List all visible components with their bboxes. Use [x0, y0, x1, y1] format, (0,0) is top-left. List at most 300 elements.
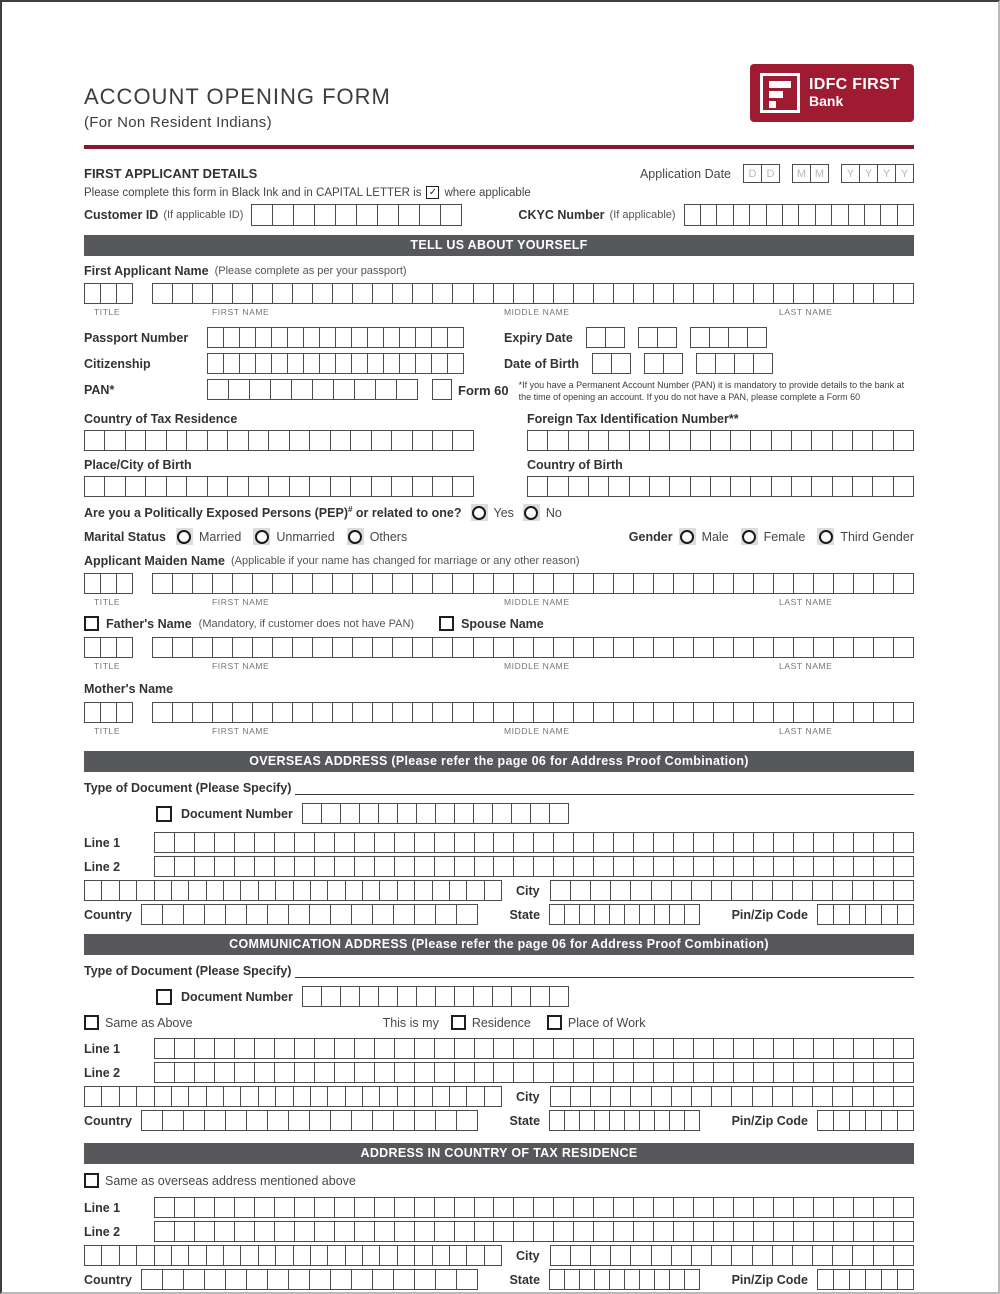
communication-country-boxes[interactable]	[141, 1110, 478, 1131]
box-cell[interactable]	[733, 832, 754, 853]
box-cell[interactable]	[412, 702, 433, 723]
box-cell[interactable]	[473, 986, 493, 1007]
box-cell[interactable]	[432, 476, 453, 497]
box-cell[interactable]	[484, 880, 502, 901]
spouse-name-checkbox[interactable]	[439, 616, 454, 631]
box-cell[interactable]	[533, 856, 554, 877]
box-cell[interactable]	[449, 880, 467, 901]
box-cell[interactable]	[731, 880, 752, 901]
box-cell[interactable]	[513, 1038, 534, 1059]
box-cell[interactable]	[362, 1086, 380, 1107]
box-cell[interactable]	[633, 1221, 654, 1242]
box-cell[interactable]	[793, 856, 814, 877]
box-cell[interactable]	[367, 353, 384, 374]
box-cell[interactable]	[493, 573, 514, 594]
box-cell[interactable]	[817, 1269, 834, 1290]
box-cell[interactable]	[853, 1062, 874, 1083]
box-cell[interactable]	[549, 803, 569, 824]
box-cell[interactable]	[734, 353, 754, 374]
box-cell[interactable]	[174, 832, 195, 853]
box-cell[interactable]	[570, 1086, 591, 1107]
box-cell[interactable]	[773, 1197, 794, 1218]
box-cell[interactable]	[473, 573, 494, 594]
form60-checkbox[interactable]	[432, 379, 452, 400]
overseas-line3-boxes[interactable]	[84, 880, 502, 901]
box-cell[interactable]	[730, 476, 751, 497]
box-cell[interactable]	[434, 1221, 455, 1242]
box-cell[interactable]	[893, 637, 914, 658]
box-cell[interactable]	[104, 430, 125, 451]
box-cell[interactable]	[246, 1110, 268, 1131]
box-cell[interactable]	[798, 204, 815, 226]
box-cell[interactable]	[321, 803, 341, 824]
box-cell[interactable]	[792, 1245, 813, 1266]
box-cell[interactable]	[272, 637, 293, 658]
box-cell[interactable]	[880, 204, 897, 226]
box-cell[interactable]	[270, 379, 292, 400]
box-cell[interactable]	[792, 1086, 813, 1107]
customer-id-boxes[interactable]	[251, 204, 462, 226]
box-cell[interactable]	[440, 204, 462, 226]
box-cell[interactable]	[493, 1197, 514, 1218]
box-cell[interactable]	[633, 1197, 654, 1218]
box-cell[interactable]	[248, 430, 269, 451]
box-cell[interactable]	[186, 430, 207, 451]
title-boxes[interactable]	[84, 283, 133, 304]
box-cell[interactable]	[172, 637, 193, 658]
box-cell[interactable]	[564, 1269, 580, 1290]
box-cell[interactable]	[141, 1269, 163, 1290]
box-cell[interactable]	[171, 1086, 189, 1107]
box-cell[interactable]	[206, 880, 224, 901]
box-cell[interactable]	[811, 476, 832, 497]
box-cell[interactable]	[194, 1197, 215, 1218]
box-cell[interactable]	[435, 986, 455, 1007]
box-cell[interactable]	[452, 476, 473, 497]
box-cell[interactable]	[673, 283, 694, 304]
box-cell[interactable]	[772, 1245, 793, 1266]
box-cell[interactable]	[345, 880, 363, 901]
box-cell[interactable]	[452, 430, 473, 451]
box-cell[interactable]	[568, 476, 589, 497]
box-cell[interactable]	[116, 702, 133, 723]
marital-unmarried-radio[interactable]	[253, 528, 334, 545]
box-cell[interactable]	[533, 1197, 554, 1218]
box-cell[interactable]	[254, 1197, 275, 1218]
box-cell[interactable]	[693, 702, 714, 723]
box-cell[interactable]	[733, 1221, 754, 1242]
box-cell[interactable]	[513, 832, 534, 853]
place-city-of-birth-boxes[interactable]	[84, 476, 474, 497]
dob-year-boxes[interactable]	[696, 353, 773, 374]
box-cell[interactable]	[651, 880, 672, 901]
box-cell[interactable]	[849, 904, 866, 925]
box-cell[interactable]	[651, 1086, 672, 1107]
box-cell[interactable]	[710, 430, 731, 451]
box-cell[interactable]	[513, 283, 534, 304]
box-cell[interactable]	[267, 904, 289, 925]
box-cell[interactable]	[393, 1269, 415, 1290]
box-cell[interactable]	[833, 573, 854, 594]
box-cell[interactable]	[354, 1197, 375, 1218]
box-cell[interactable]	[669, 476, 690, 497]
gender-third-radio[interactable]	[817, 528, 914, 545]
box-cell[interactable]	[613, 1038, 634, 1059]
box-cell[interactable]	[690, 430, 711, 451]
box-cell[interactable]	[432, 379, 452, 400]
box-cell[interactable]	[639, 1269, 655, 1290]
box-cell[interactable]	[766, 204, 783, 226]
title-boxes[interactable]	[84, 573, 133, 594]
box-cell[interactable]	[354, 1062, 375, 1083]
box-cell[interactable]	[573, 1038, 594, 1059]
box-cell[interactable]	[691, 880, 712, 901]
box-cell[interactable]	[893, 573, 914, 594]
box-cell[interactable]	[415, 327, 432, 348]
box-cell[interactable]	[435, 1269, 457, 1290]
box-cell[interactable]	[136, 880, 154, 901]
box-cell[interactable]	[710, 476, 731, 497]
box-cell[interactable]	[207, 327, 224, 348]
box-cell[interactable]	[893, 1038, 914, 1059]
box-cell[interactable]	[172, 573, 193, 594]
box-cell[interactable]	[116, 283, 133, 304]
box-cell[interactable]	[466, 1086, 484, 1107]
box-cell[interactable]	[893, 1221, 914, 1242]
box-cell[interactable]	[588, 476, 609, 497]
box-cell[interactable]	[154, 1245, 172, 1266]
box-cell[interactable]	[873, 573, 894, 594]
box-cell[interactable]	[624, 1269, 640, 1290]
box-cell[interactable]	[294, 1197, 315, 1218]
box-cell[interactable]	[654, 904, 670, 925]
box-cell[interactable]	[194, 1221, 215, 1242]
box-cell[interactable]	[590, 1245, 611, 1266]
box-cell[interactable]	[832, 476, 853, 497]
box-cell[interactable]	[673, 1062, 694, 1083]
box-cell[interactable]	[897, 904, 914, 925]
box-cell[interactable]	[613, 832, 634, 853]
box-cell[interactable]	[653, 702, 674, 723]
box-cell[interactable]	[391, 430, 412, 451]
box-cell[interactable]	[214, 1221, 235, 1242]
box-cell[interactable]	[314, 1221, 335, 1242]
box-cell[interactable]	[849, 1110, 866, 1131]
box-cell[interactable]	[753, 1038, 774, 1059]
box-cell[interactable]	[831, 204, 848, 226]
communication-document-checkbox[interactable]	[156, 989, 172, 1005]
box-cell[interactable]	[813, 832, 834, 853]
box-cell[interactable]	[84, 702, 101, 723]
box-cell[interactable]	[435, 1110, 457, 1131]
box-cell[interactable]	[811, 430, 832, 451]
box-cell[interactable]	[573, 283, 594, 304]
box-cell[interactable]	[852, 880, 873, 901]
box-cell[interactable]	[817, 1110, 834, 1131]
box-cell[interactable]	[833, 856, 854, 877]
box-cell[interactable]	[310, 1086, 328, 1107]
communication-line1-boxes[interactable]	[154, 1038, 914, 1059]
box-cell[interactable]	[274, 832, 295, 853]
box-cell[interactable]	[434, 1062, 455, 1083]
box-cell[interactable]	[412, 430, 433, 451]
box-cell[interactable]	[379, 880, 397, 901]
box-cell[interactable]	[275, 880, 293, 901]
box-cell[interactable]	[377, 204, 399, 226]
box-cell[interactable]	[274, 856, 295, 877]
taxres-line1-boxes[interactable]	[154, 1197, 914, 1218]
box-cell[interactable]	[549, 986, 569, 1007]
box-cell[interactable]	[415, 353, 432, 374]
box-cell[interactable]	[432, 573, 453, 594]
box-cell[interactable]	[272, 573, 293, 594]
box-cell[interactable]	[119, 1086, 137, 1107]
box-cell[interactable]	[613, 1197, 634, 1218]
box-cell[interactable]	[533, 637, 554, 658]
foreign-tin-boxes[interactable]	[527, 430, 914, 451]
box-cell[interactable]	[435, 803, 455, 824]
box-cell[interactable]	[550, 1245, 571, 1266]
box-cell[interactable]	[372, 904, 394, 925]
box-cell[interactable]	[234, 1197, 255, 1218]
box-cell[interactable]	[893, 1197, 914, 1218]
box-cell[interactable]	[272, 283, 293, 304]
box-cell[interactable]	[397, 880, 415, 901]
box-cell[interactable]	[553, 702, 574, 723]
box-cell[interactable]	[728, 327, 748, 348]
box-cell[interactable]	[608, 476, 629, 497]
box-cell[interactable]	[753, 1221, 774, 1242]
box-cell[interactable]	[633, 702, 654, 723]
box-cell[interactable]	[302, 986, 322, 1007]
box-cell[interactable]	[853, 637, 874, 658]
name-boxes[interactable]	[152, 283, 914, 304]
box-cell[interactable]	[527, 476, 548, 497]
box-cell[interactable]	[573, 1062, 594, 1083]
box-cell[interactable]	[327, 880, 345, 901]
box-cell[interactable]	[334, 1038, 355, 1059]
box-cell[interactable]	[330, 1110, 352, 1131]
box-cell[interactable]	[530, 803, 550, 824]
box-cell[interactable]	[493, 702, 514, 723]
box-cell[interactable]	[881, 1269, 898, 1290]
box-cell[interactable]	[252, 283, 273, 304]
box-cell[interactable]	[447, 353, 464, 374]
communication-state-boxes[interactable]	[549, 1110, 700, 1131]
box-cell[interactable]	[513, 856, 534, 877]
box-cell[interactable]	[833, 1110, 850, 1131]
box-cell[interactable]	[345, 1086, 363, 1107]
box-cell[interactable]	[214, 832, 235, 853]
box-cell[interactable]	[354, 1221, 375, 1242]
box-cell[interactable]	[454, 803, 474, 824]
box-cell[interactable]	[354, 832, 375, 853]
box-cell[interactable]	[394, 832, 415, 853]
box-cell[interactable]	[564, 904, 580, 925]
box-cell[interactable]	[897, 204, 914, 226]
box-cell[interactable]	[312, 379, 334, 400]
box-cell[interactable]	[613, 637, 634, 658]
box-cell[interactable]	[733, 1062, 754, 1083]
overseas-pin-boxes[interactable]	[817, 904, 914, 925]
box-cell[interactable]	[275, 1245, 293, 1266]
box-cell[interactable]	[653, 832, 674, 853]
box-cell[interactable]	[252, 573, 273, 594]
box-cell[interactable]	[183, 1110, 205, 1131]
box-cell[interactable]	[813, 1197, 834, 1218]
box-cell[interactable]	[547, 430, 568, 451]
box-cell[interactable]	[372, 1110, 394, 1131]
box-cell[interactable]	[294, 1038, 315, 1059]
box-cell[interactable]	[750, 476, 771, 497]
box-cell[interactable]	[693, 573, 714, 594]
box-cell[interactable]	[733, 573, 754, 594]
box-cell[interactable]	[332, 637, 353, 658]
box-cell[interactable]	[314, 204, 336, 226]
name-boxes[interactable]	[152, 637, 914, 658]
communication-pin-boxes[interactable]	[817, 1110, 914, 1131]
box-cell[interactable]	[312, 702, 333, 723]
box-cell[interactable]	[362, 1245, 380, 1266]
box-cell[interactable]	[379, 1245, 397, 1266]
box-cell[interactable]	[294, 856, 315, 877]
box-cell[interactable]	[223, 1245, 241, 1266]
box-cell[interactable]	[125, 430, 146, 451]
box-cell[interactable]	[873, 637, 894, 658]
communication-document-number-boxes[interactable]	[302, 986, 569, 1007]
box-cell[interactable]	[240, 1086, 258, 1107]
box-cell[interactable]	[309, 476, 330, 497]
box-cell[interactable]	[873, 1086, 894, 1107]
box-cell[interactable]	[274, 1062, 295, 1083]
box-cell[interactable]	[852, 430, 873, 451]
box-cell[interactable]	[731, 1245, 752, 1266]
box-cell[interactable]	[419, 204, 441, 226]
box-cell[interactable]	[254, 1062, 275, 1083]
box-cell[interactable]	[713, 1221, 734, 1242]
box-cell[interactable]	[549, 1110, 565, 1131]
box-cell[interactable]	[793, 1221, 814, 1242]
box-cell[interactable]	[234, 856, 255, 877]
box-cell[interactable]	[493, 1062, 514, 1083]
box-cell[interactable]	[753, 832, 774, 853]
box-cell[interactable]	[893, 702, 914, 723]
box-cell[interactable]	[881, 1110, 898, 1131]
box-cell[interactable]	[613, 283, 634, 304]
box-cell[interactable]	[613, 856, 634, 877]
box-cell[interactable]	[394, 1038, 415, 1059]
box-cell[interactable]	[332, 283, 353, 304]
type-of-document-line[interactable]	[295, 781, 914, 795]
box-cell[interactable]	[750, 430, 771, 451]
box-cell[interactable]	[570, 880, 591, 901]
box-cell[interactable]	[530, 986, 550, 1007]
box-cell[interactable]	[212, 702, 233, 723]
box-cell[interactable]	[272, 204, 294, 226]
box-cell[interactable]	[513, 702, 534, 723]
box-cell[interactable]	[288, 1269, 310, 1290]
box-cell[interactable]	[611, 353, 631, 374]
box-cell[interactable]	[753, 283, 774, 304]
box-cell[interactable]	[432, 880, 450, 901]
box-cell[interactable]	[145, 476, 166, 497]
box-cell[interactable]	[391, 476, 412, 497]
box-cell[interactable]	[473, 702, 494, 723]
box-cell[interactable]	[454, 856, 475, 877]
box-cell[interactable]	[288, 1110, 310, 1131]
box-cell[interactable]	[194, 832, 215, 853]
box-cell[interactable]	[354, 379, 376, 400]
box-cell[interactable]	[232, 573, 253, 594]
box-cell[interactable]	[897, 1269, 914, 1290]
overseas-line1-boxes[interactable]	[154, 832, 914, 853]
box-cell[interactable]	[553, 573, 574, 594]
box-cell[interactable]	[673, 1197, 694, 1218]
box-cell[interactable]	[434, 1038, 455, 1059]
box-cell[interactable]	[893, 476, 914, 497]
box-cell[interactable]	[84, 637, 101, 658]
box-cell[interactable]	[533, 573, 554, 594]
box-cell[interactable]	[873, 1197, 894, 1218]
box-cell[interactable]	[773, 1038, 794, 1059]
box-cell[interactable]	[713, 832, 734, 853]
box-cell[interactable]	[192, 637, 213, 658]
box-cell[interactable]	[371, 430, 392, 451]
box-cell[interactable]: Y	[877, 164, 896, 183]
box-cell[interactable]	[249, 379, 271, 400]
box-cell[interactable]	[309, 1269, 331, 1290]
box-cell[interactable]	[166, 476, 187, 497]
box-cell[interactable]	[484, 1245, 502, 1266]
box-cell[interactable]	[100, 283, 117, 304]
box-cell[interactable]	[101, 1245, 119, 1266]
box-cell[interactable]	[194, 856, 215, 877]
box-cell[interactable]	[225, 1110, 247, 1131]
box-cell[interactable]	[456, 1110, 478, 1131]
box-cell[interactable]	[125, 476, 146, 497]
box-cell[interactable]	[527, 430, 548, 451]
box-cell[interactable]	[833, 832, 854, 853]
box-cell[interactable]	[753, 573, 774, 594]
box-cell[interactable]	[593, 637, 614, 658]
box-cell[interactable]	[393, 1110, 415, 1131]
country-of-tax-residence-boxes[interactable]	[84, 430, 474, 451]
box-cell[interactable]	[733, 283, 754, 304]
box-cell[interactable]	[782, 204, 799, 226]
box-cell[interactable]	[414, 1110, 436, 1131]
box-cell[interactable]	[449, 1245, 467, 1266]
box-cell[interactable]	[162, 904, 184, 925]
box-cell[interactable]	[731, 1086, 752, 1107]
box-cell[interactable]	[872, 430, 893, 451]
box-cell[interactable]	[753, 702, 774, 723]
box-cell[interactable]	[414, 1269, 436, 1290]
box-cell[interactable]	[378, 803, 398, 824]
box-cell[interactable]	[314, 856, 335, 877]
box-cell[interactable]	[673, 573, 694, 594]
box-cell[interactable]	[633, 573, 654, 594]
box-cell[interactable]	[232, 702, 253, 723]
box-cell[interactable]	[752, 1245, 773, 1266]
pan-boxes[interactable]	[207, 379, 418, 400]
box-cell[interactable]	[204, 1110, 226, 1131]
box-cell[interactable]	[853, 832, 874, 853]
box-cell[interactable]	[314, 1038, 335, 1059]
box-cell[interactable]	[454, 832, 475, 853]
box-cell[interactable]	[833, 1221, 854, 1242]
box-cell[interactable]	[669, 1269, 685, 1290]
box-cell[interactable]	[374, 832, 395, 853]
